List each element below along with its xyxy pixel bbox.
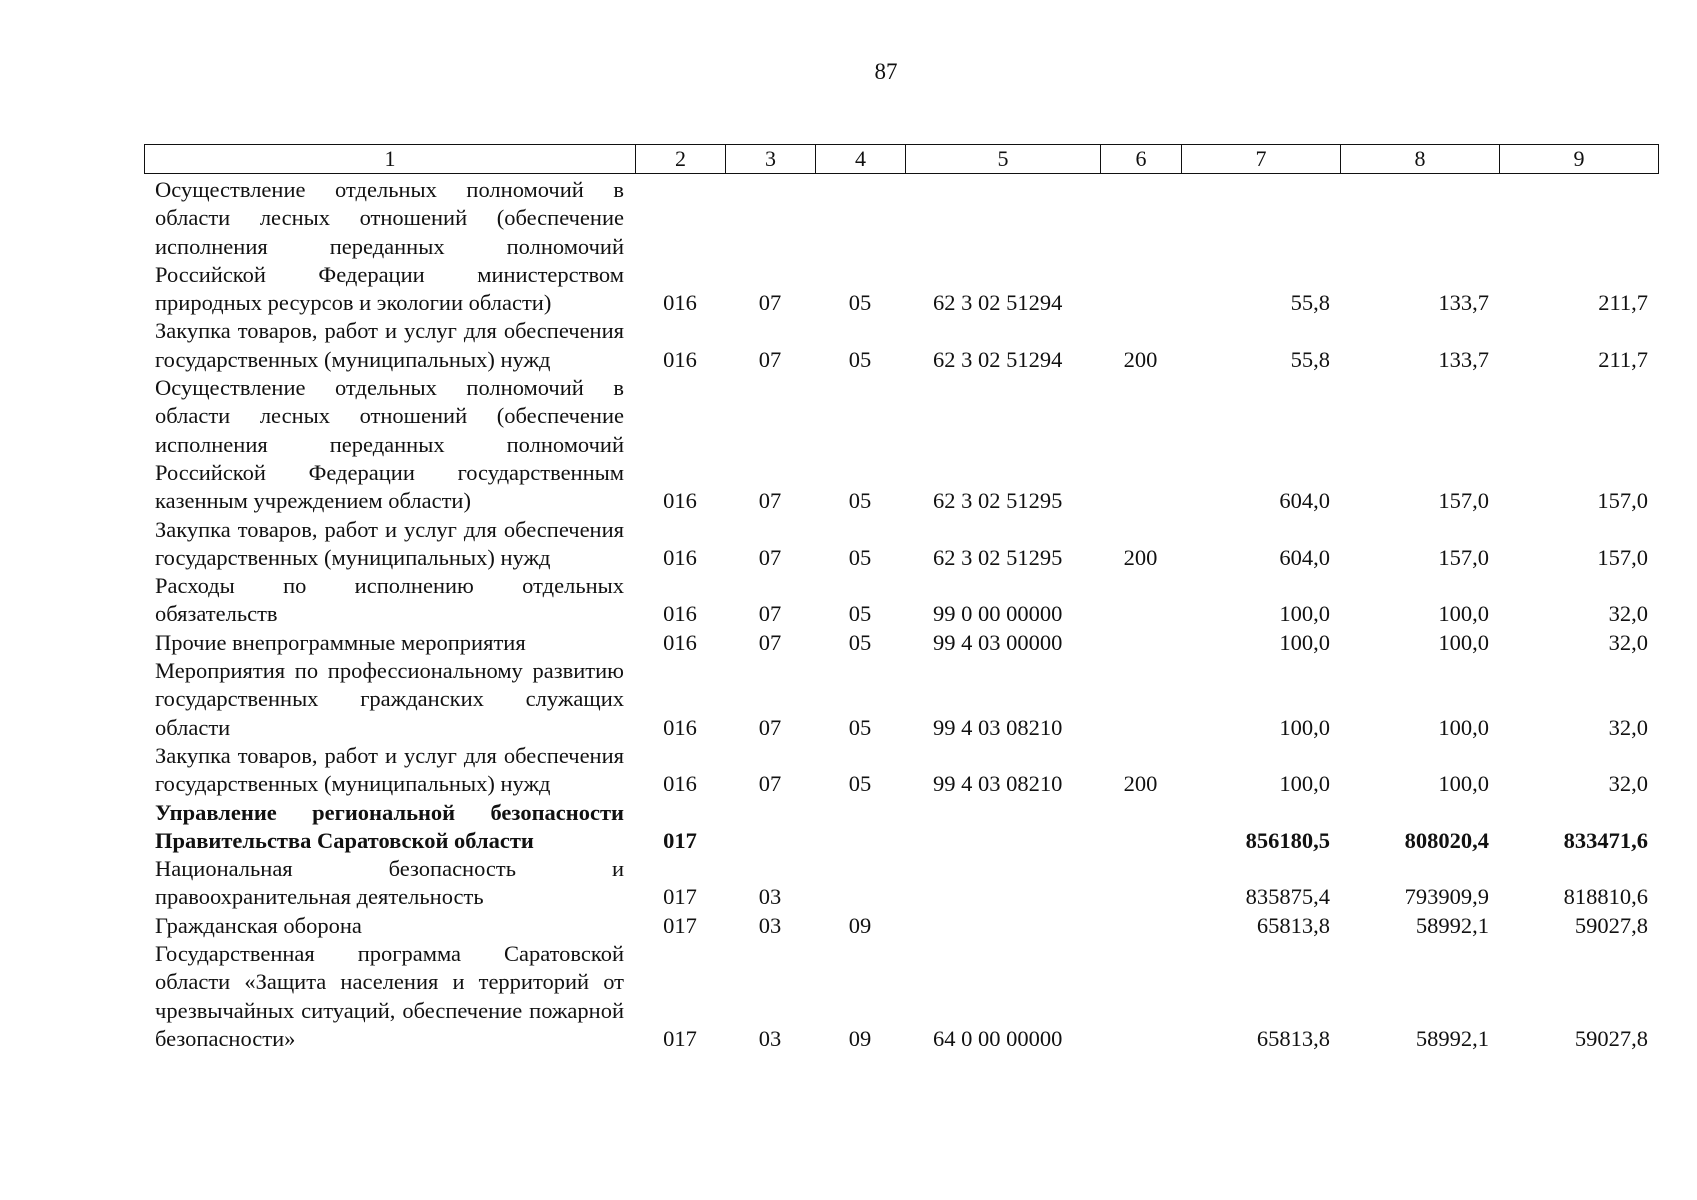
- column-header-7: 7: [1182, 145, 1341, 174]
- cell-amount-col7: 100,0: [1279, 771, 1330, 797]
- cell-subsection-code: 09: [848, 912, 872, 938]
- cell-subsection-code: 05: [848, 771, 872, 797]
- cell-target-article: 99 4 03 08210: [933, 714, 1063, 740]
- cell-expense-type: [1100, 799, 1181, 856]
- column-header-6: 6: [1101, 145, 1182, 174]
- cell-section-code: 07: [758, 346, 782, 372]
- item-name: Прочие внепрограммные мероприятия: [155, 629, 526, 655]
- cell-subsection-code: 05: [848, 714, 872, 740]
- cell-amount-col8: 58992,1: [1415, 912, 1489, 938]
- cell-expense-type: [1100, 629, 1181, 657]
- cell-ministry-code: 016: [663, 290, 697, 316]
- cell-amount-col7: 604,0: [1279, 488, 1330, 514]
- cell-target-article: 62 3 02 51295: [933, 488, 1063, 514]
- cell-target-article: [905, 912, 1100, 940]
- cell-expense-type: 200: [1123, 346, 1158, 372]
- item-name: Закупка товаров, работ и услуг для обеспечения государственных (муниципальных) нужд: [155, 742, 624, 797]
- column-header-5: 5: [906, 145, 1101, 174]
- cell-subsection-code: [815, 799, 905, 856]
- budget-table-body: [144, 176, 1658, 1053]
- cell-amount-col9: 32,0: [1608, 714, 1648, 740]
- table-row: [144, 516, 1658, 573]
- table-row: [144, 657, 1658, 742]
- column-header-9: 9: [1500, 145, 1659, 174]
- item-name: Управление региональной безопасности Правительства Саратовской области: [155, 799, 624, 853]
- cell-expense-type: 200: [1123, 771, 1158, 797]
- column-header-3: 3: [726, 145, 816, 174]
- cell-expense-type: [1100, 374, 1181, 515]
- cell-ministry-code: 016: [663, 488, 697, 514]
- cell-section-code: 03: [758, 912, 782, 938]
- cell-amount-col9: 157,0: [1597, 544, 1648, 570]
- cell-subsection-code: [815, 855, 905, 912]
- cell-ministry-code: 017: [663, 1025, 697, 1051]
- cell-amount-col8: 133,7: [1438, 346, 1489, 372]
- cell-section-code: 03: [758, 1025, 782, 1051]
- cell-amount-col7: 65813,8: [1256, 912, 1330, 938]
- cell-subsection-code: 05: [848, 601, 872, 627]
- cell-target-article: 99 4 03 08210: [933, 771, 1063, 797]
- table-row: [144, 912, 1658, 940]
- cell-amount-col8: 157,0: [1438, 544, 1489, 570]
- cell-section-code: [725, 799, 815, 856]
- cell-subsection-code: 05: [848, 346, 872, 372]
- table-row: [144, 572, 1658, 629]
- cell-amount-col8: 133,7: [1438, 290, 1489, 316]
- cell-amount-col7: 55,8: [1290, 346, 1330, 372]
- table-row: [144, 799, 1658, 856]
- cell-target-article: [905, 855, 1100, 912]
- cell-expense-type: 200: [1123, 544, 1158, 570]
- cell-amount-col8: 157,0: [1438, 488, 1489, 514]
- cell-amount-col8: 100,0: [1438, 714, 1489, 740]
- cell-expense-type: [1100, 657, 1181, 742]
- cell-target-article: 62 3 02 51294: [933, 290, 1063, 316]
- cell-section-code: 07: [758, 488, 782, 514]
- cell-amount-col8: 808020,4: [1404, 827, 1489, 853]
- cell-expense-type: [1100, 940, 1181, 1053]
- table-row: [144, 629, 1658, 657]
- cell-amount-col7: 856180,5: [1245, 827, 1330, 853]
- cell-amount-col9: 157,0: [1597, 488, 1648, 514]
- column-header-table: [144, 144, 1659, 174]
- item-name: Государственная программа Саратовской области «Защита населения и территорий от чрезвычайных ситуаций, обеспечение пожарной безопасности»: [155, 941, 624, 1051]
- item-name: Мероприятия по профессиональному развитию государственных гражданских служащих области: [155, 658, 624, 740]
- cell-amount-col7: 835875,4: [1245, 884, 1330, 910]
- cell-target-article: 62 3 02 51294: [933, 346, 1063, 372]
- cell-amount-col9: 59027,8: [1574, 1025, 1648, 1051]
- cell-amount-col9: 32,0: [1608, 601, 1648, 627]
- column-header-8: 8: [1341, 145, 1500, 174]
- column-header-2: 2: [636, 145, 726, 174]
- cell-amount-col7: 100,0: [1279, 629, 1330, 655]
- cell-expense-type: [1100, 572, 1181, 629]
- table-row: [144, 742, 1658, 799]
- cell-expense-type: [1100, 855, 1181, 912]
- cell-amount-col8: 100,0: [1438, 771, 1489, 797]
- cell-expense-type: [1100, 912, 1181, 940]
- cell-amount-col8: 100,0: [1438, 601, 1489, 627]
- table-row: [144, 940, 1658, 1053]
- cell-ministry-code: 017: [663, 827, 697, 853]
- budget-table: [144, 176, 1658, 1053]
- item-name: Гражданская оборона: [155, 912, 362, 938]
- cell-subsection-code: 05: [848, 629, 872, 655]
- table-row: [144, 855, 1658, 912]
- page-number: 87: [874, 59, 898, 84]
- table-row: [144, 176, 1658, 317]
- cell-section-code: 07: [758, 290, 782, 316]
- cell-amount-col9: 59027,8: [1574, 912, 1648, 938]
- cell-target-article: 99 4 03 00000: [933, 629, 1063, 655]
- cell-expense-type: [1100, 176, 1181, 317]
- cell-amount-col7: 100,0: [1279, 601, 1330, 627]
- item-name: Осуществление отдельных полномочий в области лесных отношений (обеспечение исполнения переданных полномочий Российской Федерации министерством природных ресурсов и экологии области): [155, 177, 624, 316]
- cell-section-code: 07: [758, 714, 782, 740]
- cell-section-code: 03: [758, 884, 782, 910]
- item-name: Национальная безопасность и правоохранительная деятельность: [155, 856, 624, 910]
- cell-amount-col7: 604,0: [1279, 544, 1330, 570]
- cell-target-article: [905, 799, 1100, 856]
- cell-ministry-code: 017: [663, 912, 697, 938]
- cell-amount-col9: 211,7: [1598, 290, 1648, 316]
- table-row: [144, 374, 1658, 515]
- cell-subsection-code: 05: [848, 488, 872, 514]
- cell-ministry-code: 017: [663, 884, 697, 910]
- column-header-4: 4: [816, 145, 906, 174]
- cell-subsection-code: 05: [848, 544, 872, 570]
- cell-target-article: 99 0 00 00000: [933, 601, 1063, 627]
- cell-ministry-code: 016: [663, 346, 697, 372]
- cell-amount-col8: 58992,1: [1415, 1025, 1489, 1051]
- cell-subsection-code: 09: [848, 1025, 872, 1051]
- cell-section-code: 07: [758, 544, 782, 570]
- cell-section-code: 07: [758, 629, 782, 655]
- cell-amount-col7: 100,0: [1279, 714, 1330, 740]
- cell-target-article: 64 0 00 00000: [933, 1025, 1063, 1051]
- cell-ministry-code: 016: [663, 714, 697, 740]
- cell-amount-col9: 32,0: [1608, 629, 1648, 655]
- cell-ministry-code: 016: [663, 544, 697, 570]
- item-name: Осуществление отдельных полномочий в области лесных отношений (обеспечение исполнения переданных полномочий Российской Федерации государственным казенным учреждением области): [155, 375, 624, 514]
- cell-section-code: 07: [758, 601, 782, 627]
- cell-amount-col9: 32,0: [1608, 771, 1648, 797]
- cell-amount-col7: 65813,8: [1256, 1025, 1330, 1051]
- cell-amount-col7: 55,8: [1290, 290, 1330, 316]
- cell-ministry-code: 016: [663, 629, 697, 655]
- cell-amount-col9: 833471,6: [1563, 827, 1648, 853]
- cell-ministry-code: 016: [663, 601, 697, 627]
- cell-amount-col8: 793909,9: [1404, 884, 1489, 910]
- item-name: Закупка товаров, работ и услуг для обеспечения государственных (муниципальных) нужд: [155, 516, 624, 570]
- column-header-row: [145, 145, 1659, 174]
- cell-amount-col9: 211,7: [1598, 346, 1648, 372]
- cell-target-article: 62 3 02 51295: [933, 544, 1063, 570]
- cell-amount-col8: 100,0: [1438, 629, 1489, 655]
- column-header-1: 1: [145, 145, 636, 174]
- cell-section-code: 07: [758, 771, 782, 797]
- cell-ministry-code: 016: [663, 771, 697, 797]
- item-name: Закупка товаров, работ и услуг для обеспечения государственных (муниципальных) нужд: [155, 318, 624, 372]
- cell-subsection-code: 05: [848, 290, 872, 316]
- cell-amount-col9: 818810,6: [1563, 884, 1648, 910]
- item-name: Расходы по исполнению отдельных обязательств: [155, 573, 624, 627]
- table-row: [144, 317, 1658, 374]
